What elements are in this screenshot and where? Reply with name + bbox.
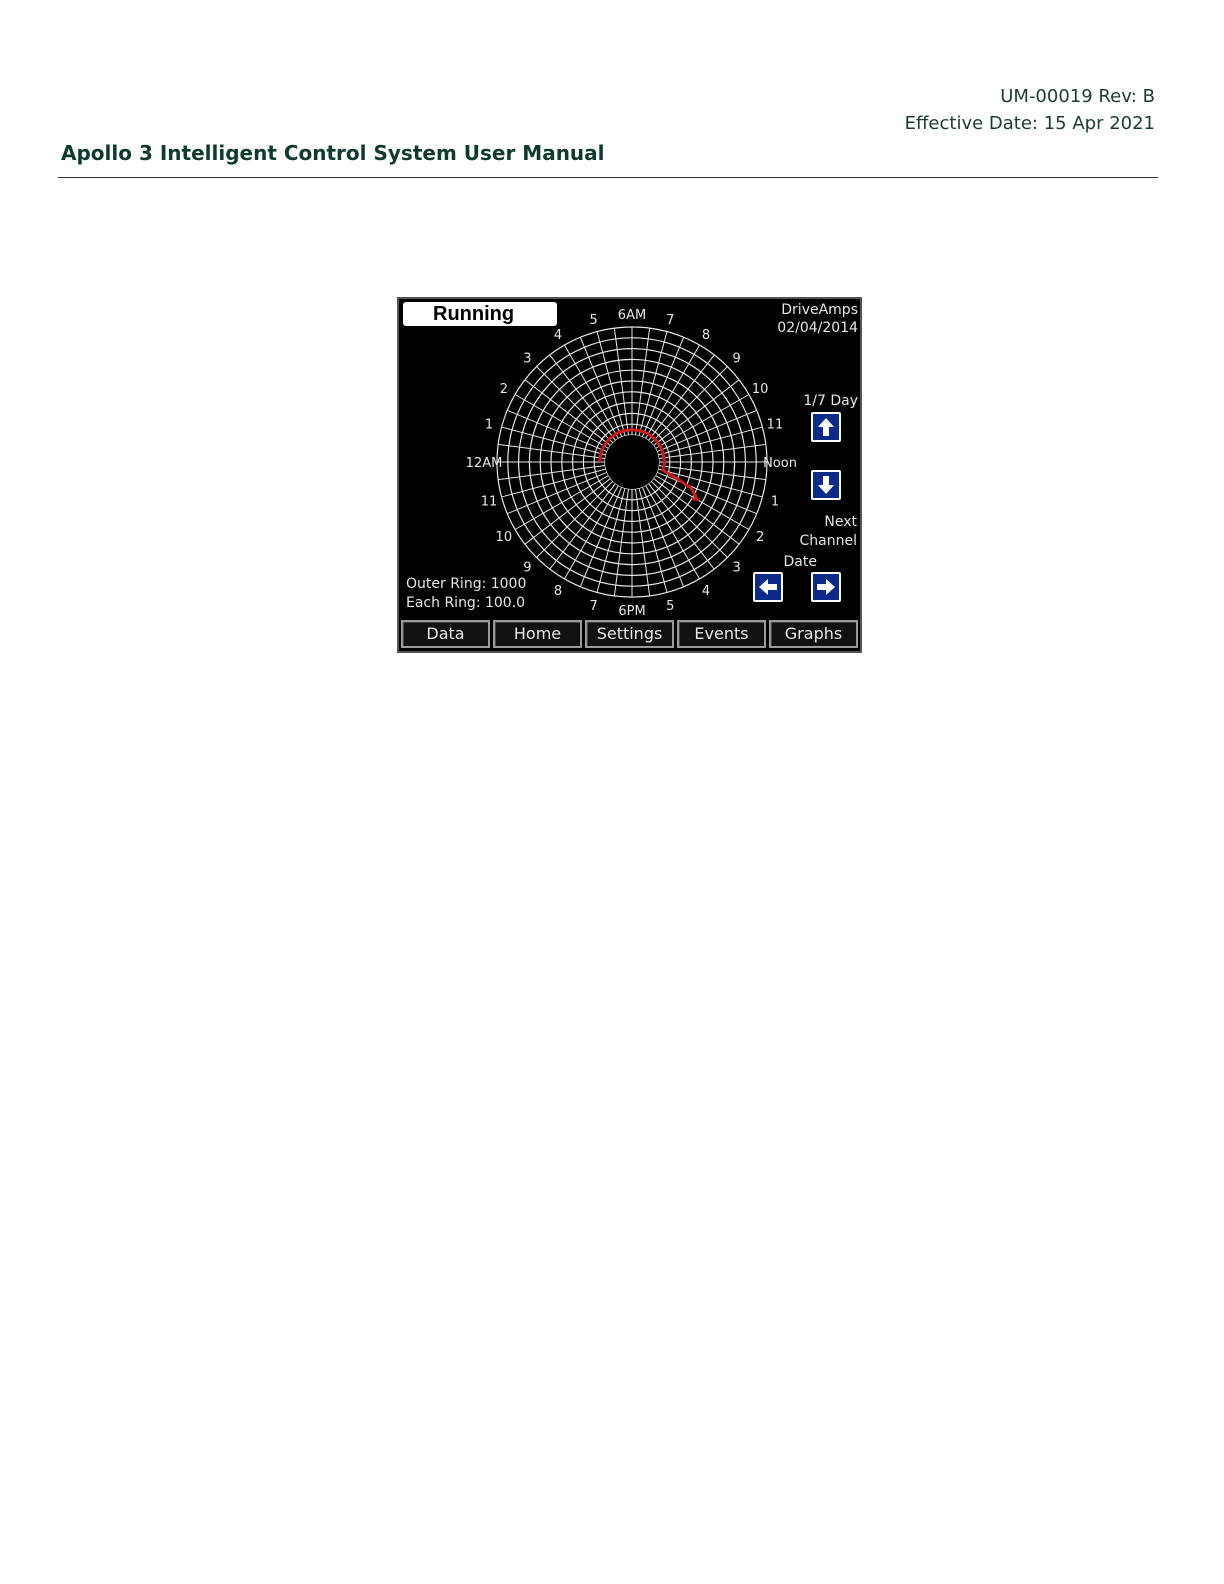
hour-label: 6AM [617,308,647,323]
document-meta [905,83,1155,137]
hour-label: 9 [732,351,741,367]
hour-label: 2 [499,382,508,397]
grid-spoke [651,481,727,557]
grid-spoke [597,488,625,592]
grid-spoke [502,469,606,497]
hour-label: 7 [666,313,675,329]
grid-spoke [537,367,613,443]
hour-label: 8 [701,327,711,343]
status-badge: Running [403,302,557,326]
hour-label: 4 [553,327,563,343]
ring-scale-info [406,575,526,613]
previous-date-button[interactable] [753,572,783,602]
hour-label: 6PM [618,604,646,619]
hour-label: 3 [523,351,532,367]
hour-label: 3 [732,560,741,576]
grid-spoke [658,427,762,455]
hour-label: 11 [766,417,784,433]
header-divider [58,177,1158,178]
hour-label: 11 [480,494,498,510]
hour-label: Noon [763,456,797,471]
grid-spoke [639,332,667,436]
zoom-in-button[interactable] [811,412,841,442]
channel-info [777,301,858,337]
zoom-label: 1/7 Day [803,393,858,409]
grid-spoke [651,367,727,443]
tab-events[interactable]: Events [677,620,766,648]
hour-label: 1 [484,417,494,433]
effective-date: Effective Date: 15 Apr 2021 [904,113,1155,134]
chart-center [605,435,659,489]
bottom-tab-bar [401,620,858,648]
hour-label: 10 [495,530,513,545]
date-label: Date [783,554,817,570]
document-number: UM-00019 Rev: B [1000,86,1155,107]
hour-label: 10 [751,382,769,397]
zoom-out-button[interactable] [811,470,841,500]
arrow-down-icon [815,474,837,496]
grid-spoke [537,481,613,557]
hour-label: 5 [666,598,675,614]
outer-ring-label: Outer Ring: 1000 [406,576,527,592]
tab-settings[interactable]: Settings [585,620,674,648]
hour-label: 9 [523,560,532,576]
hour-label: 12AM [465,456,503,471]
chart-date: 02/04/2014 [777,320,858,336]
hour-label: 8 [553,584,563,600]
hour-label: 2 [756,530,765,545]
arrow-right-icon [815,576,837,598]
next-channel-label: Next Channel [799,514,857,549]
hour-label: 4 [701,584,711,600]
each-ring-label: Each Ring: 100.0 [406,595,526,611]
hour-label: 5 [589,313,598,329]
grid-spoke [597,332,625,436]
channel-name: DriveAmps [781,302,858,318]
tab-home[interactable]: Home [493,620,582,648]
tab-graphs[interactable]: Graphs [769,620,858,648]
grid-spoke [502,427,606,455]
arrow-left-icon [757,576,779,598]
next-date-button[interactable] [811,572,841,602]
document-title: Apollo 3 Intelligent Control System User Manual [61,141,605,165]
tab-data[interactable]: Data [401,620,490,648]
grid-spoke [639,488,667,592]
hour-label: 1 [770,494,780,510]
controller-screen [397,297,862,653]
arrow-up-icon [815,416,837,438]
grid-spoke [658,469,762,497]
hour-label: 7 [589,598,598,614]
